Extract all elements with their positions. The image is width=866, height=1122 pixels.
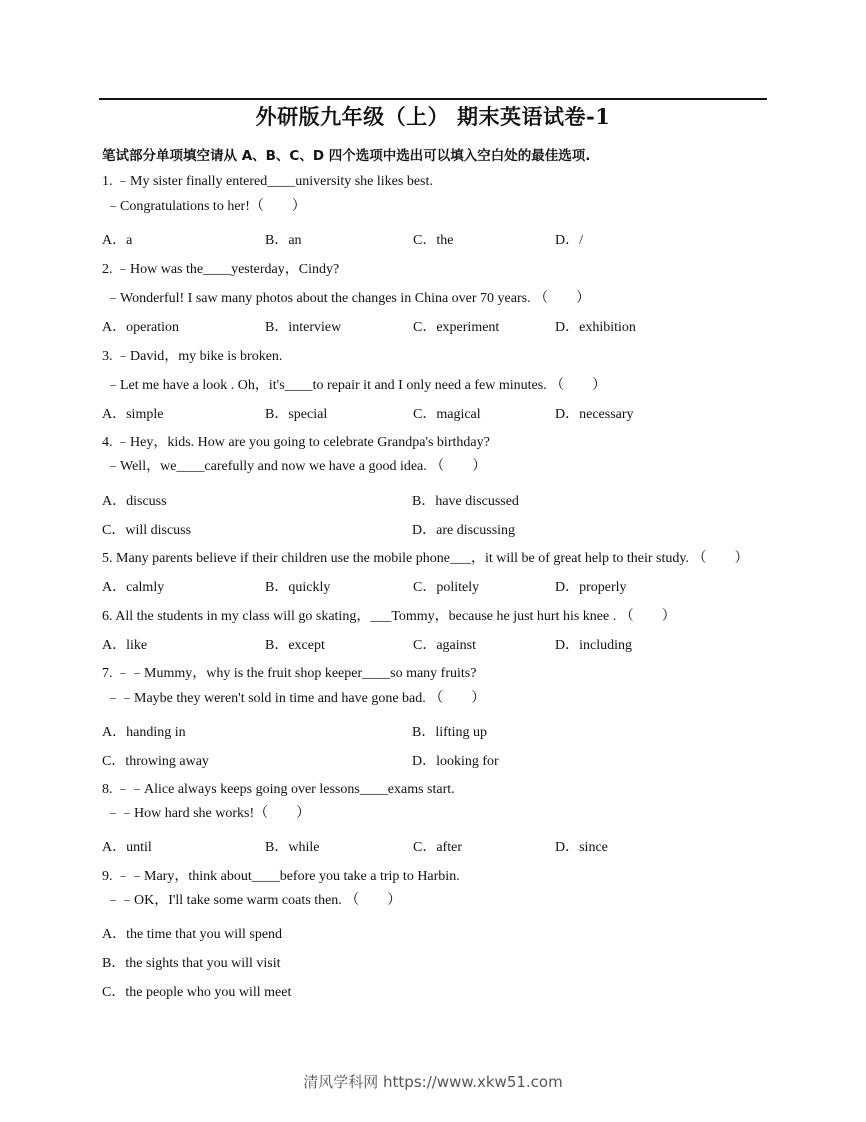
q1-reply: ﹣Congratulations to her!（ ） xyxy=(106,199,306,214)
q3-option-c: C．magical xyxy=(413,407,481,422)
q9-reply: ﹣﹣OK，I'll take some warm coats then. （ ） xyxy=(106,893,402,908)
q4-stem: 4. ﹣Hey，kids. How are you going to celebrate Grandpa's birthday? xyxy=(102,435,490,450)
q4-option-b: B．have discussed xyxy=(412,494,519,509)
q7-reply: ﹣﹣Maybe they weren't sold in time and have gone bad. （ ） xyxy=(106,691,486,706)
q3-stem: 3. ﹣David，my bike is broken. xyxy=(102,349,283,364)
q7-option-a: A．handing in xyxy=(102,725,186,740)
q3-reply: ﹣Let me have a look . Oh，it's____to repair it and I only need a few minutes. （ ） xyxy=(106,378,607,393)
q6-option-d: D．including xyxy=(555,638,632,653)
q9-option-a: A．the time that you will spend xyxy=(102,927,283,942)
footer-watermark: 清风学科网 https://www.xkw51.com xyxy=(303,1073,563,1091)
q8-option-a: A．until xyxy=(102,840,152,855)
q3-option-a: A．simple xyxy=(102,407,164,422)
q2-option-a: A．operation xyxy=(102,320,179,335)
q6-stem: 6. All the students in my class will go skating，___Tommy，because he just hurt his knee . （ ） xyxy=(102,609,676,624)
q2-option-c: C．experiment xyxy=(413,320,500,335)
q7-option-d: D．looking for xyxy=(412,754,499,769)
q7-option-b: B．lifting up xyxy=(412,725,488,740)
q9-option-c: C．the people who you will meet xyxy=(102,985,292,1000)
q9-stem: 9. ﹣﹣Mary，think about____before you take a trip to Harbin. xyxy=(102,869,460,884)
instruction-text: 笔试部分单项填空请从 A、B、C、D 四个选项中选出可以填入空白处的最佳选项. xyxy=(102,148,591,164)
q8-option-d: D．since xyxy=(555,840,608,855)
q7-stem: 7. ﹣﹣Mummy，why is the fruit shop keeper____so many fruits? xyxy=(102,666,477,681)
q1-option-c: C．the xyxy=(413,233,454,248)
q1-option-b: B．an xyxy=(265,233,302,248)
q1-option-a: A．a xyxy=(102,233,133,248)
q5-stem: 5. Many parents believe if their children use the mobile phone___，it will be of great help to their study. （ ） xyxy=(102,551,749,566)
q5-option-c: C．politely xyxy=(413,580,480,595)
q4-option-c: C．will discuss xyxy=(102,523,192,538)
q4-option-a: A．discuss xyxy=(102,494,167,509)
q6-option-a: A．like xyxy=(102,638,148,653)
page-title: 外研版九年级（上） 期末英语试卷-1 xyxy=(255,104,611,129)
q2-option-d: D．exhibition xyxy=(555,320,636,335)
q5-option-d: D．properly xyxy=(555,580,627,595)
q8-reply: ﹣﹣How hard she works!（ ） xyxy=(106,806,311,821)
q6-option-c: C．against xyxy=(413,638,476,653)
q2-reply: ﹣Wonderful! I saw many photos about the changes in China over 70 years. （ ） xyxy=(106,291,591,306)
q5-option-a: A．calmly xyxy=(102,580,165,595)
q3-option-d: D．necessary xyxy=(555,407,634,422)
q3-option-b: B．special xyxy=(265,407,328,422)
header-rule xyxy=(99,98,767,100)
q1-option-d: D．/ xyxy=(555,233,583,248)
q8-option-c: C．after xyxy=(413,840,462,855)
q8-stem: 8. ﹣﹣Alice always keeps going over lessons____exams start. xyxy=(102,782,455,797)
q4-reply: ﹣Well，we____carefully and now we have a good idea. （ ） xyxy=(106,459,487,474)
q8-option-b: B．while xyxy=(265,840,320,855)
q2-option-b: B．interview xyxy=(265,320,342,335)
q6-option-b: B．except xyxy=(265,638,325,653)
q7-option-c: C．throwing away xyxy=(102,754,209,769)
q9-option-b: B．the sights that you will visit xyxy=(102,956,281,971)
q1-stem: 1. ﹣My sister finally entered____university she likes best. xyxy=(102,174,433,189)
q2-stem: 2. ﹣How was the____yesterday，Cindy? xyxy=(102,262,340,277)
q4-option-d: D．are discussing xyxy=(412,523,516,538)
q5-option-b: B．quickly xyxy=(265,580,331,595)
